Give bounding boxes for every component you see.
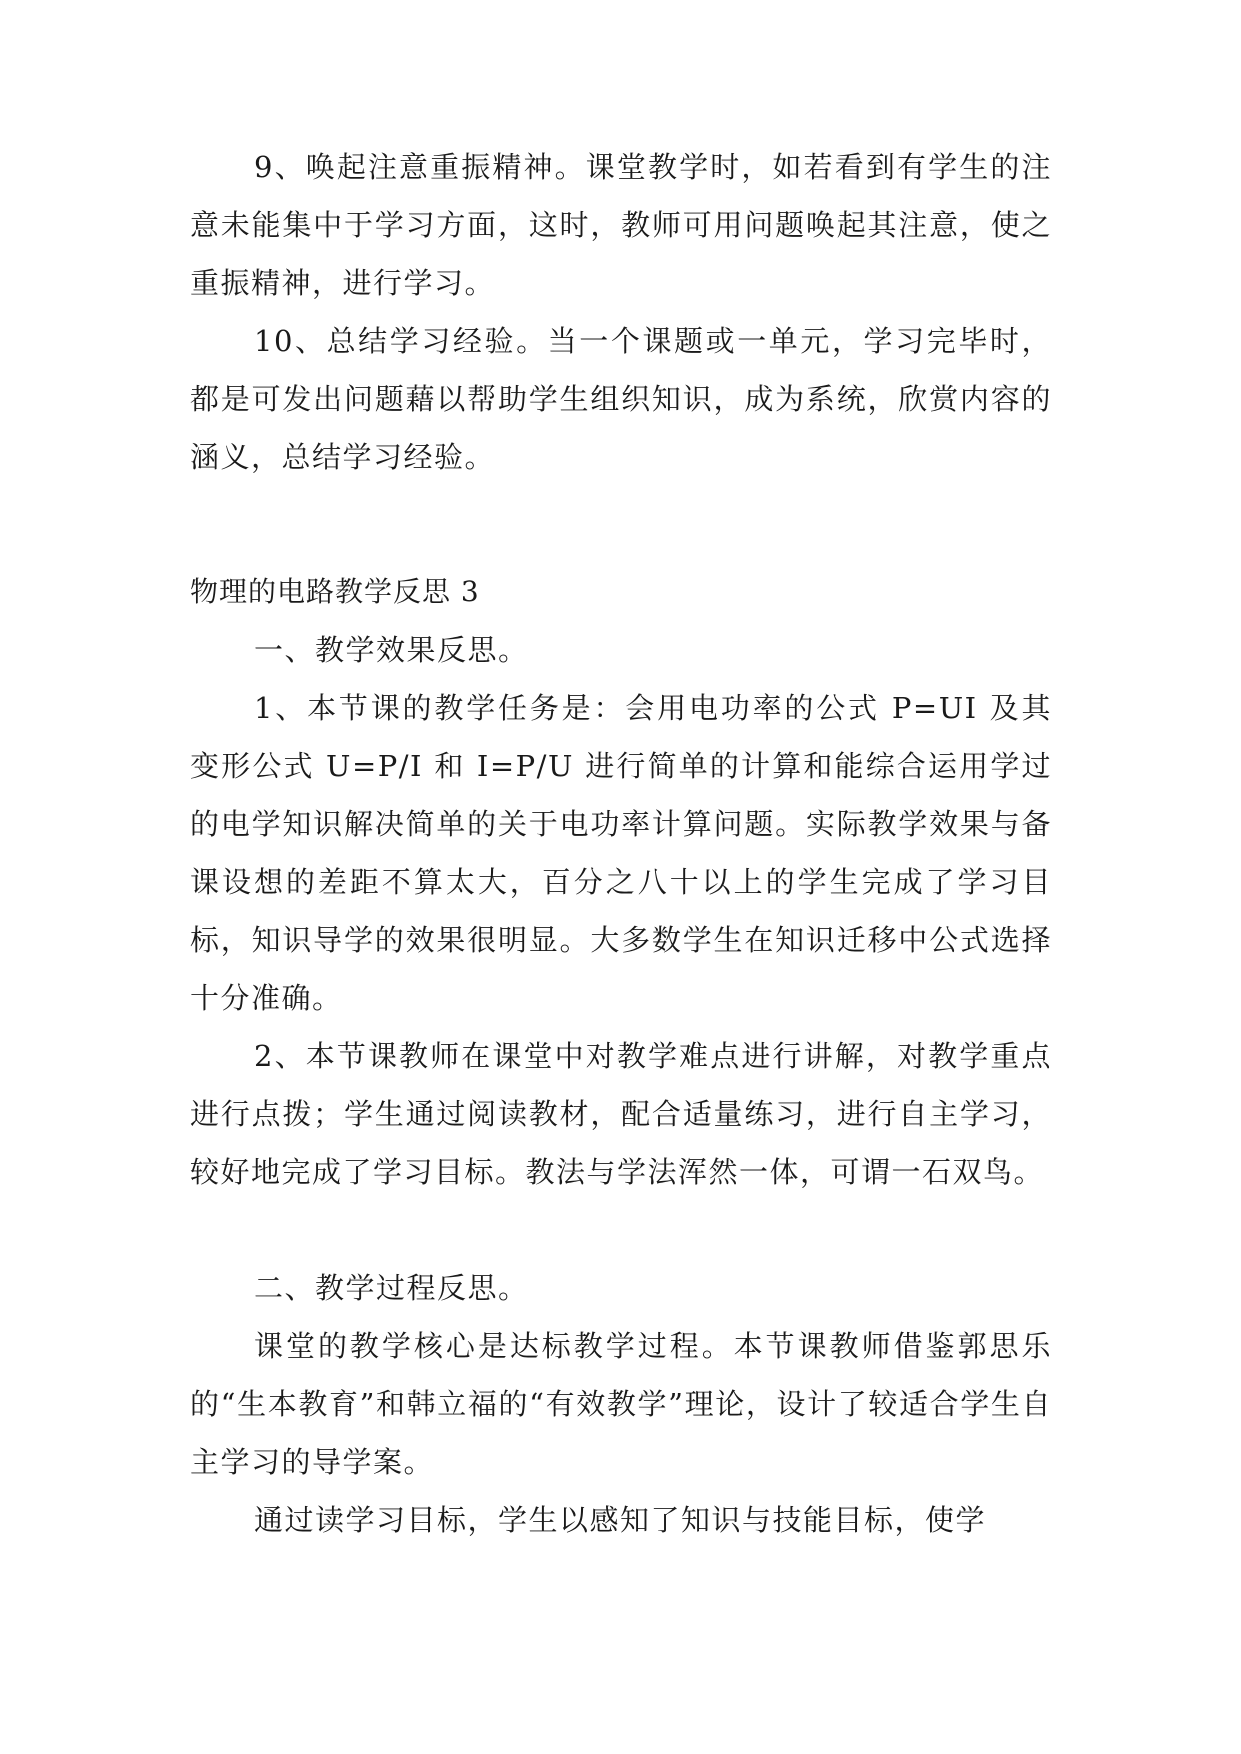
paragraph-heading-2: 二、教学过程反思。 (254, 1271, 529, 1305)
paragraph-learning-goals: 通过读学习目标，学生以感知了知识与技能目标，使学 (254, 1503, 987, 1537)
paragraph-teaching-task: 1、本节课的教学任务是：会用电功率的公式 P=UI 及其变形公式 U=P/I 和 I=P/U 进行简单的计算和能综合运用学过的电学知识解决简单的关于电功率计算问题。实际教学效果与备课设想的差距不算太大，百分之八十以上的学生完成了学习目标，知识导学的效果很明显。大多数学生在知识迁移中公式选择十分准确。 (190, 691, 1052, 1015)
paragraph-heading-1: 一、教学效果反思。 (254, 633, 529, 667)
section-title: 物理的电路教学反思 3 (190, 575, 480, 608)
paragraph-core-process: 课堂的教学核心是达标教学过程。本节课教师借鉴郭思乐的“生本教育”和韩立福的“有效教学”理论，设计了较适合学生自主学习的导学案。 (190, 1329, 1052, 1479)
paragraph-item-10: 10、总结学习经验。当一个课题或一单元，学习完毕时，都是可发出问题藉以帮助学生组织知识，成为系统，欣赏内容的涵义，总结学习经验。 (190, 324, 1052, 474)
paragraph-item-9: 9、唤起注意重振精神。课堂教学时，如若看到有学生的注意未能集中于学习方面，这时，教师可用问题唤起其注意，使之重振精神，进行学习。 (190, 150, 1052, 300)
paragraph-teaching-method: 2、本节课教师在课堂中对教学难点进行讲解，对教学重点进行点拨；学生通过阅读教材，配合适量练习，进行自主学习，较好地完成了学习目标。教法与学法浑然一体，可谓一石双鸟。 (190, 1039, 1052, 1189)
